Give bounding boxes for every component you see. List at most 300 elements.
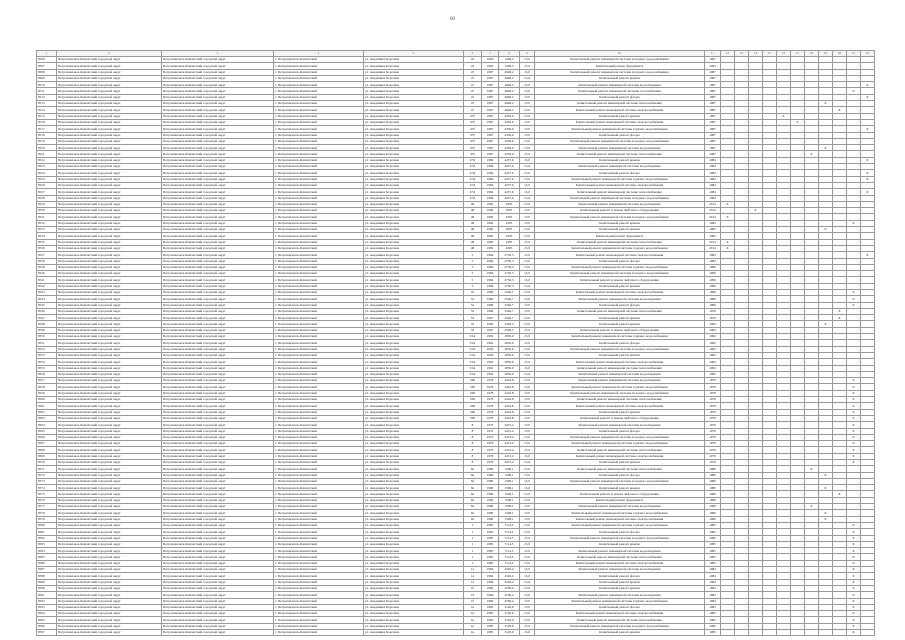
area-cell: 4237,6 — [499, 195, 520, 201]
work-type-cell: Капитальный ремонт инженерной системы водоотведения — [535, 296, 705, 302]
municipal-district-cell: Петропавловск-Камчатский городской округ — [57, 466, 162, 472]
year-cell: 1989 — [482, 296, 499, 302]
street-cell: ул. Академика Королева — [364, 579, 464, 585]
year-cell: 1987 — [482, 94, 499, 100]
year-cell: 1984 — [482, 182, 499, 188]
year-cell: 1987 — [482, 107, 499, 113]
period-mark-cell: X — [721, 201, 735, 207]
planned-year-cell: 1980 — [705, 497, 721, 503]
period-mark-cell: X — [847, 384, 861, 390]
count-cell: 15,0 — [520, 346, 535, 352]
municipality-cell: Петропавловск-Камчатский городской округ — [162, 453, 274, 459]
count-cell: 15,0 — [520, 397, 535, 403]
city-cell: г. Петропавловск-Камчатский — [274, 592, 364, 598]
count-cell: 15,0 — [520, 151, 535, 157]
year-cell: 1985 — [482, 630, 499, 636]
area-cell: 3126,9 — [499, 630, 520, 636]
area-cell: 1508,1 — [499, 466, 520, 472]
municipality-cell: Петропавловск-Камчатский городской округ — [162, 541, 274, 547]
work-type-cell: Капитальный ремонт инженерной системы электроснабжения — [535, 182, 705, 188]
row-number-cell: 8582 — [37, 535, 57, 541]
count-cell: 15,0 — [520, 365, 535, 371]
municipal-district-cell: Петропавловск-Камчатский городской округ — [57, 132, 162, 138]
planned-year-cell: 1987 — [705, 69, 721, 75]
municipal-district-cell: Петропавловск-Камчатский городской округ — [57, 378, 162, 384]
row-number-cell: 8536 — [37, 245, 57, 251]
area-cell: 2546,7 — [499, 315, 520, 321]
period-mark-cell: X — [847, 220, 861, 226]
municipal-district-cell: Петропавловск-Камчатский городской округ — [57, 283, 162, 289]
count-cell: 15,0 — [520, 69, 535, 75]
planned-year-cell: 1992 — [705, 327, 721, 333]
work-type-cell: Капитальный ремонт инженерной системы горячего водоснабжения — [535, 522, 705, 528]
municipality-cell: Петропавловск-Камчатский городской округ — [162, 302, 274, 308]
work-type-cell: Капитальный ремонт крыши — [535, 283, 705, 289]
street-cell: ул. Академика Королева — [364, 516, 464, 522]
year-cell: 1984 — [482, 283, 499, 289]
year-cell: 1987 — [482, 119, 499, 125]
planned-year-cell: 1987 — [705, 138, 721, 144]
year-cell: 1980 — [482, 491, 499, 497]
municipal-district-cell: Петропавловск-Камчатский городской округ — [57, 352, 162, 358]
city-cell: г. Петропавловск-Камчатский — [274, 403, 364, 409]
work-type-cell: Капитальный ремонт крыши — [535, 460, 705, 466]
header-cell: 17 — [791, 51, 805, 57]
street-cell: ул. Академика Королева — [364, 289, 464, 295]
municipality-cell: Петропавловск-Камчатский городской округ — [162, 371, 274, 377]
municipality-cell: Петропавловск-Камчатский городской округ — [162, 491, 274, 497]
house-number-cell: 47 — [464, 88, 482, 94]
street-cell: ул. Академика Королева — [364, 535, 464, 541]
period-mark-cell: X — [805, 466, 819, 472]
street-cell: ул. Академика Королева — [364, 453, 464, 459]
municipality-cell: Петропавловск-Камчатский городской округ — [162, 321, 274, 327]
municipality-cell: Петропавловск-Камчатский городской округ — [162, 378, 274, 384]
municipality-cell: Петропавловск-Камчатский городской округ — [162, 239, 274, 245]
municipal-district-cell: Петропавловск-Камчатский городской округ — [57, 94, 162, 100]
planned-year-cell: 1984 — [705, 258, 721, 264]
municipality-cell: Петропавловск-Камчатский городской округ — [162, 604, 274, 610]
header-cell: 12 — [721, 51, 735, 57]
municipal-district-cell: Петропавловск-Камчатский городской округ — [57, 384, 162, 390]
planned-year-cell: 1987 — [705, 151, 721, 157]
period-mark-cell: X — [749, 208, 763, 214]
year-cell: 1979 — [482, 460, 499, 466]
municipal-district-cell: Петропавловск-Камчатский городской округ — [57, 604, 162, 610]
header-cell: 21 — [847, 51, 861, 57]
count-cell: 15,0 — [520, 384, 535, 390]
year-cell: 1982 — [482, 208, 499, 214]
house-number-cell: 1в — [464, 623, 482, 629]
row-number-cell: 8507 — [37, 63, 57, 69]
house-number-cell: 48 — [464, 239, 482, 245]
house-number-cell: 53А — [464, 352, 482, 358]
house-number-cell: 52 — [464, 296, 482, 302]
area-cell: 2856,9 — [499, 352, 520, 358]
city-cell: г. Петропавловск-Камчатский — [274, 560, 364, 566]
street-cell: ул. Академика Королева — [364, 630, 464, 636]
period-mark-cell: X — [861, 126, 875, 132]
street-cell: ул. Академика Королева — [364, 554, 464, 560]
year-cell: 1984 — [482, 573, 499, 579]
period-mark-cell: X — [847, 453, 861, 459]
house-number-cell: 52 — [464, 289, 482, 295]
period-mark-cell: X — [847, 302, 861, 308]
work-type-cell: Капитальный ремонт крыши — [535, 157, 705, 163]
work-type-cell: Капитальный ремонт крыши — [535, 220, 705, 226]
house-number-cell: 53А — [464, 359, 482, 365]
year-cell: 1984 — [482, 592, 499, 598]
municipal-district-cell: Петропавловск-Камчатский городской округ — [57, 88, 162, 94]
municipal-district-cell: Петропавловск-Камчатский городской округ — [57, 592, 162, 598]
area-cell: 4416,8 — [499, 403, 520, 409]
street-cell: ул. Академика Королева — [364, 208, 464, 214]
house-number-cell: 5 — [464, 271, 482, 277]
work-type-cell: Капитальный ремонт фундамента — [535, 63, 705, 69]
city-cell: г. Петропавловск-Камчатский — [274, 472, 364, 478]
count-cell: 15,0 — [520, 132, 535, 138]
page-number: 60 — [450, 17, 455, 22]
period-mark-cell: X — [847, 617, 861, 623]
municipality-cell: Петропавловск-Камчатский городской округ — [162, 176, 274, 182]
header-cell: 15 — [763, 51, 777, 57]
municipality-cell: Петропавловск-Камчатский городской округ — [162, 334, 274, 340]
count-cell: 15,0 — [520, 302, 535, 308]
planned-year-cell: 1987 — [705, 101, 721, 107]
count-cell: 15,0 — [520, 497, 535, 503]
period-mark-cell — [861, 630, 875, 636]
work-type-cell: Капитальный ремонт инженерной системы водоотведения — [535, 378, 705, 384]
municipal-district-cell: Петропавловск-Камчатский городской округ — [57, 397, 162, 403]
row-number-cell: 8578 — [37, 510, 57, 516]
municipal-district-cell: Петропавловск-Камчатский городской округ — [57, 623, 162, 629]
period-mark-cell: X — [847, 623, 861, 629]
house-number-cell: 53 — [464, 321, 482, 327]
count-cell: 15,0 — [520, 415, 535, 421]
city-cell: г. Петропавловск-Камчатский — [274, 88, 364, 94]
municipality-cell: Петропавловск-Камчатский городской округ — [162, 630, 274, 636]
year-cell: 1963 — [482, 57, 499, 63]
work-type-cell: Капитальный ремонт крыши — [535, 113, 705, 119]
row-number-cell: 8587 — [37, 567, 57, 573]
count-cell: 15,0 — [520, 119, 535, 125]
street-cell: ул. Академика Королева — [364, 585, 464, 591]
work-type-cell: Капитальный ремонт инженерной системы теплоснабжения — [535, 365, 705, 371]
count-cell: 15,0 — [520, 510, 535, 516]
municipal-district-cell: Петропавловск-Камчатский городской округ — [57, 252, 162, 258]
year-cell: 1984 — [482, 189, 499, 195]
table-row — [37, 630, 875, 636]
house-number-cell: 8а — [464, 485, 482, 491]
period-mark-cell: X — [847, 415, 861, 421]
count-cell: 15,0 — [520, 289, 535, 295]
planned-year-cell: 1978 — [705, 409, 721, 415]
street-cell: ул. Академика Королева — [364, 164, 464, 170]
city-cell: г. Петропавловск-Камчатский — [274, 239, 364, 245]
city-cell: г. Петропавловск-Камчатский — [274, 422, 364, 428]
municipal-district-cell: Петропавловск-Камчатский городской округ — [57, 522, 162, 528]
count-cell: 15,0 — [520, 101, 535, 107]
street-cell: ул. Академика Королева — [364, 434, 464, 440]
municipality-cell: Петропавловск-Камчатский городской округ — [162, 340, 274, 346]
year-cell: 1980 — [482, 472, 499, 478]
street-cell: ул. Академика Королева — [364, 296, 464, 302]
period-mark-cell: X — [847, 560, 861, 566]
row-number-cell: 8563 — [37, 415, 57, 421]
city-cell: г. Петропавловск-Камчатский — [274, 434, 364, 440]
city-cell: г. Петропавловск-Камчатский — [274, 573, 364, 579]
municipality-cell: Петропавловск-Камчатский городской округ — [162, 359, 274, 365]
municipality-cell: Петропавловск-Камчатский городской округ — [162, 227, 274, 233]
area-cell: 2548,5 — [499, 321, 520, 327]
work-type-cell: Капитальный ремонт и замена лифтового оборудования — [535, 415, 705, 421]
work-type-cell: Капитальный ремонт инженерной системы холодного водоснабжения — [535, 478, 705, 484]
house-number-cell: 8а — [464, 472, 482, 478]
area-cell: 4237,6 — [499, 170, 520, 176]
city-cell: г. Петропавловск-Камчатский — [274, 327, 364, 333]
municipality-cell: Петропавловск-Камчатский городской округ — [162, 132, 274, 138]
municipal-district-cell: Петропавловск-Камчатский городской округ — [57, 630, 162, 636]
period-mark-cell: X — [847, 378, 861, 384]
count-cell: 15,0 — [520, 164, 535, 170]
work-type-cell: Капитальный ремонт и замена лифтового оборудования — [535, 327, 705, 333]
count-cell: 15,0 — [520, 227, 535, 233]
count-cell: 15,0 — [520, 220, 535, 226]
municipal-district-cell: Петропавловск-Камчатский городской округ — [57, 296, 162, 302]
count-cell: 15,0 — [520, 63, 535, 69]
city-cell: г. Петропавловск-Камчатский — [274, 82, 364, 88]
year-cell: 1979 — [482, 441, 499, 447]
planned-year-cell: 1985 — [705, 623, 721, 629]
period-mark-cell — [819, 630, 833, 636]
house-number-cell: 48 — [464, 233, 482, 239]
city-cell: г. Петропавловск-Камчатский — [274, 157, 364, 163]
municipality-cell: Петропавловск-Камчатский городской округ — [162, 346, 274, 352]
work-type-cell: Капитальный ремонт инженерной системы электроснабжения — [535, 289, 705, 295]
city-cell: г. Петропавловск-Камчатский — [274, 441, 364, 447]
house-number-cell: 48 — [464, 214, 482, 220]
area-cell: 2548,5 — [499, 327, 520, 333]
area-cell: 2750,3 — [499, 283, 520, 289]
municipality-cell: Петропавловск-Камчатский городской округ — [162, 189, 274, 195]
city-cell: г. Петропавловск-Камчатский — [274, 390, 364, 396]
house-number-cell: 47 — [464, 82, 482, 88]
count-cell: 15,0 — [520, 529, 535, 535]
count-cell: 15,0 — [520, 195, 535, 201]
repair-schedule-table — [36, 50, 875, 636]
work-type-cell: Капитальный ремонт инженерной системы теплоснабжения — [535, 466, 705, 472]
municipal-district-cell: Петропавловск-Камчатский городской округ — [57, 227, 162, 233]
work-type-cell: Капитальный ремонт инженерной системы водоотведения — [535, 201, 705, 207]
street-cell: ул. Академика Королева — [364, 573, 464, 579]
city-cell: г. Петропавловск-Камчатский — [274, 302, 364, 308]
house-number-cell: 5 — [464, 252, 482, 258]
city-cell: г. Петропавловск-Камчатский — [274, 113, 364, 119]
house-number-cell: 47 — [464, 107, 482, 113]
city-cell: г. Петропавловск-Камчатский — [274, 428, 364, 434]
municipality-cell: Петропавловск-Камчатский городской округ — [162, 504, 274, 510]
house-number-cell: 52 — [464, 302, 482, 308]
period-mark-cell: X — [833, 308, 847, 314]
municipality-cell: Петропавловск-Камчатский городской округ — [162, 182, 274, 188]
area-cell: 2546,7 — [499, 289, 520, 295]
house-number-cell: 8а — [464, 478, 482, 484]
area-cell: 1508,1 — [499, 516, 520, 522]
house-number-cell: 1 — [464, 548, 482, 554]
planned-year-cell: 1985 — [705, 529, 721, 535]
house-number-cell: 47Д — [464, 164, 482, 170]
municipal-district-cell: Петропавловск-Камчатский городской округ — [57, 428, 162, 434]
street-cell: ул. Академика Королева — [364, 346, 464, 352]
period-mark-cell: X — [819, 472, 833, 478]
street-cell: ул. Академика Королева — [364, 321, 464, 327]
row-number-cell: 8553 — [37, 352, 57, 358]
street-cell: ул. Академика Королева — [364, 220, 464, 226]
work-type-cell: Капитальный ремонт фасада — [535, 428, 705, 434]
city-cell: г. Петропавловск-Камчатский — [274, 504, 364, 510]
count-cell: 15,0 — [520, 176, 535, 182]
year-cell: 1984 — [482, 598, 499, 604]
row-number-cell: 8515 — [37, 113, 57, 119]
year-cell: 1992 — [482, 371, 499, 377]
house-number-cell: 53А — [464, 365, 482, 371]
house-number-cell: 48 — [464, 227, 482, 233]
planned-year-cell: 1984 — [705, 182, 721, 188]
area-cell: 1438,5 — [499, 63, 520, 69]
area-cell: 4472,4 — [499, 434, 520, 440]
house-number-cell: 1 — [464, 554, 482, 560]
work-type-cell: Капитальный ремонт инженерной системы холодного водоснабжения — [535, 57, 705, 63]
work-type-cell: Капитальный ремонт крыши — [535, 579, 705, 585]
house-number-cell: 1а — [464, 567, 482, 573]
planned-year-cell: 1985 — [705, 611, 721, 617]
municipal-district-cell: Петропавловск-Камчатский городской округ — [57, 548, 162, 554]
row-number-cell: 8512 — [37, 94, 57, 100]
street-cell: ул. Академика Королева — [364, 101, 464, 107]
row-number-cell: 8556 — [37, 371, 57, 377]
house-number-cell: 5 — [464, 264, 482, 270]
city-cell: г. Петропавловск-Камчатский — [274, 271, 364, 277]
area-cell: 4416,8 — [499, 397, 520, 403]
house-number-cell: 53 — [464, 327, 482, 333]
year-cell: 1982 — [482, 214, 499, 220]
year-cell: 1984 — [482, 258, 499, 264]
planned-year-cell: 1979 — [705, 434, 721, 440]
period-mark-cell: X — [847, 529, 861, 535]
house-number-cell: 47б — [464, 138, 482, 144]
row-number-cell: 8527 — [37, 189, 57, 195]
municipality-cell: Петропавловск-Камчатский городской округ — [162, 195, 274, 201]
area-cell: 2750,3 — [499, 277, 520, 283]
count-cell: 15,0 — [520, 434, 535, 440]
area-cell: 1508,1 — [499, 478, 520, 484]
municipal-district-cell: Петропавловск-Камчатский городской округ — [57, 302, 162, 308]
street-cell: ул. Академика Королева — [364, 441, 464, 447]
municipal-district-cell: Петропавловск-Камчатский городской округ — [57, 560, 162, 566]
area-cell: 4237,6 — [499, 164, 520, 170]
planned-year-cell: 1984 — [705, 195, 721, 201]
municipal-district-cell: Петропавловск-Камчатский городской округ — [57, 138, 162, 144]
city-cell: г. Петропавловск-Камчатский — [274, 365, 364, 371]
row-number-cell: 8551 — [37, 340, 57, 346]
area-cell: 7114,5 — [499, 541, 520, 547]
row-number-cell: 8573 — [37, 478, 57, 484]
area-cell: 4356,9 — [499, 151, 520, 157]
row-number-cell: 8594 — [37, 611, 57, 617]
house-number-cell: 47б — [464, 132, 482, 138]
street-cell: ул. Академика Королева — [364, 151, 464, 157]
period-mark-cell — [791, 630, 805, 636]
area-cell: 1508,1 — [499, 472, 520, 478]
area-cell: 4305 — [499, 201, 520, 207]
street-cell: ул. Академика Королева — [364, 415, 464, 421]
area-cell: 4526,4 — [499, 579, 520, 585]
year-cell: 1978 — [482, 378, 499, 384]
city-cell: г. Петропавловск-Камчатский — [274, 182, 364, 188]
house-number-cell: 47Д — [464, 170, 482, 176]
street-cell: ул. Академика Королева — [364, 132, 464, 138]
city-cell: г. Петропавловск-Камчатский — [274, 296, 364, 302]
planned-year-cell: 2014 — [705, 201, 721, 207]
row-number-cell: 8572 — [37, 472, 57, 478]
year-cell: 1978 — [482, 415, 499, 421]
period-mark-cell: X — [819, 516, 833, 522]
street-cell: ул. Академика Королева — [364, 485, 464, 491]
period-mark-cell — [805, 630, 819, 636]
header-cell: 8 — [499, 51, 520, 57]
work-type-cell: Капитальный ремонт инженерной системы холодного водоснабжения — [535, 271, 705, 277]
work-type-cell: Капитальный ремонт инженерной системы горячего водоснабжения — [535, 176, 705, 182]
house-number-cell: 47Д — [464, 157, 482, 163]
planned-year-cell: 1992 — [705, 321, 721, 327]
period-mark-cell: X — [819, 321, 833, 327]
street-cell: ул. Академика Королева — [364, 69, 464, 75]
house-number-cell: 53Б — [464, 397, 482, 403]
area-cell: 3126,9 — [499, 611, 520, 617]
planned-year-cell: 1987 — [705, 107, 721, 113]
street-cell: ул. Академика Королева — [364, 504, 464, 510]
period-mark-cell: X — [847, 441, 861, 447]
city-cell: г. Петропавловск-Камчатский — [274, 164, 364, 170]
street-cell: ул. Академика Королева — [364, 623, 464, 629]
work-type-cell: Капитальный ремонт инженерной системы водоотведения — [535, 145, 705, 151]
count-cell: 15,0 — [520, 75, 535, 81]
area-cell: 1508,1 — [499, 485, 520, 491]
city-cell: г. Петропавловск-Камчатский — [274, 604, 364, 610]
street-cell: ул. Академика Королева — [364, 497, 464, 503]
count-cell: 15,0 — [520, 441, 535, 447]
city-cell: г. Петропавловск-Камчатский — [274, 138, 364, 144]
count-cell: 15,0 — [520, 428, 535, 434]
municipality-cell: Петропавловск-Камчатский городской округ — [162, 579, 274, 585]
year-cell: 1987 — [482, 69, 499, 75]
work-type-cell: Капитальный ремонт фасада — [535, 472, 705, 478]
municipality-cell: Петропавловск-Камчатский городской округ — [162, 478, 274, 484]
row-number-cell: 8509 — [37, 75, 57, 81]
row-number-cell: 8577 — [37, 504, 57, 510]
planned-year-cell: 1984 — [705, 164, 721, 170]
area-cell: 2750,3 — [499, 264, 520, 270]
municipal-district-cell: Петропавловск-Камчатский городской округ — [57, 504, 162, 510]
planned-year-cell: 1987 — [705, 145, 721, 151]
year-cell: 1979 — [482, 453, 499, 459]
city-cell: г. Петропавловск-Камчатский — [274, 541, 364, 547]
house-number-cell: 8а — [464, 504, 482, 510]
house-number-cell: 48 — [464, 208, 482, 214]
city-cell: г. Петропавловск-Камчатский — [274, 535, 364, 541]
area-cell: 7114,5 — [499, 522, 520, 528]
municipal-district-cell: Петропавловск-Камчатский городской округ — [57, 315, 162, 321]
